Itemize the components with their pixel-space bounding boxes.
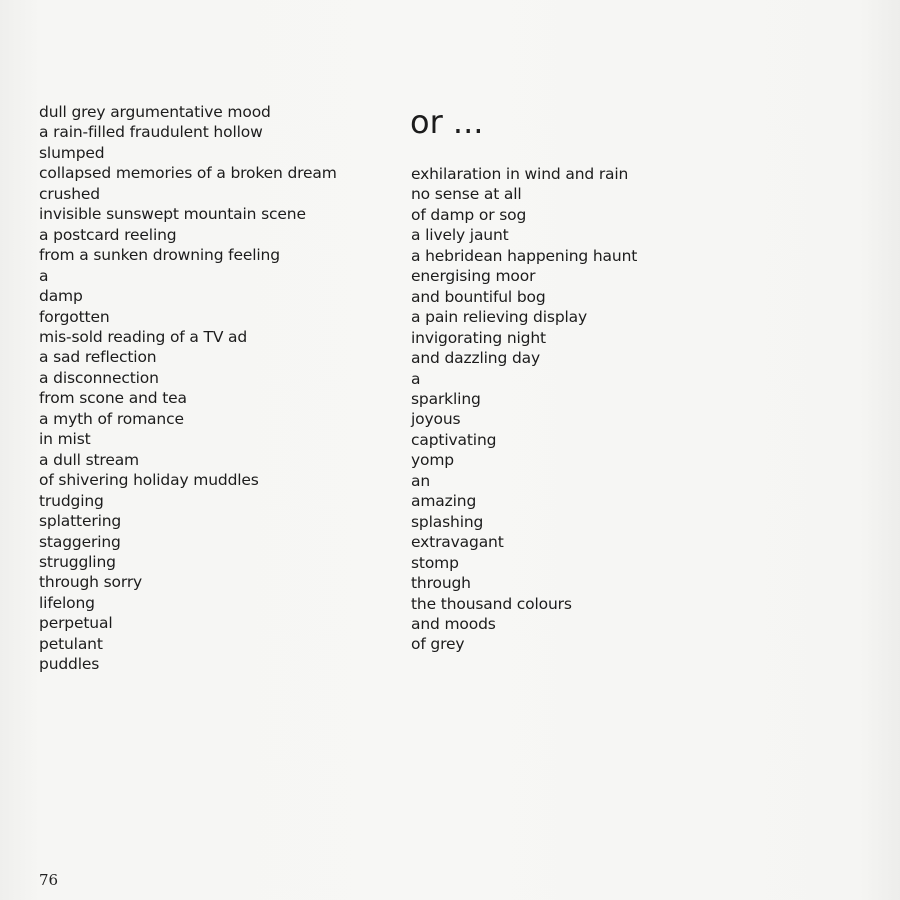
poem-line: exhilaration in wind and rain bbox=[411, 165, 629, 183]
poem-line: energising moor bbox=[411, 267, 536, 286]
poem-line: extravagant bbox=[411, 533, 504, 552]
poem-line: invigorating night bbox=[411, 328, 546, 347]
poem-line: a disconnection bbox=[39, 368, 159, 387]
poem-line: puddles bbox=[39, 655, 100, 674]
poem-line: of shivering holiday muddles bbox=[39, 471, 259, 490]
poem-line: of grey bbox=[411, 635, 465, 654]
poem-line: in mist bbox=[39, 430, 91, 449]
poem-line: through sorry bbox=[39, 573, 143, 592]
poem-line: splashing bbox=[411, 512, 484, 531]
poem-line: crushed bbox=[39, 184, 100, 203]
poem-line: lifelong bbox=[39, 593, 95, 612]
poem-line: and bountiful bog bbox=[411, 287, 546, 306]
poem-line: from a sunken drowning feeling bbox=[39, 246, 280, 265]
poem-line: from scone and tea bbox=[39, 389, 187, 408]
poem-line: trudging bbox=[39, 491, 104, 510]
poem-line: splattering bbox=[39, 512, 122, 531]
poem-line: a bbox=[39, 266, 49, 285]
poem-line: of damp or sog bbox=[411, 205, 527, 224]
poem-line: an bbox=[411, 471, 431, 490]
poem-line: amazing bbox=[411, 492, 477, 511]
poem-line: mis-sold reading of a TV ad bbox=[39, 327, 248, 346]
poem-line: yomp bbox=[411, 451, 454, 470]
poem-line: petulant bbox=[39, 634, 103, 653]
poem-line: a myth of romance bbox=[39, 409, 184, 428]
poem-line: a lively jaunt bbox=[411, 226, 509, 245]
poem-line: staggering bbox=[39, 532, 121, 551]
poem-line: captivating bbox=[411, 430, 497, 449]
poem-line: perpetual bbox=[39, 614, 113, 633]
poem-line: no sense at all bbox=[411, 185, 522, 204]
poem-line: the thousand colours bbox=[411, 594, 572, 613]
poem-line: joyous bbox=[411, 410, 461, 429]
poem-line: a rain-filled fraudulent hollow bbox=[39, 123, 263, 142]
poem-line: and moods bbox=[411, 614, 496, 633]
poem-line: a hebridean happening haunt bbox=[411, 246, 638, 265]
poem-line: a dull stream bbox=[39, 450, 139, 469]
right-column-heading: or ... bbox=[410, 103, 484, 141]
poem-line: through bbox=[411, 574, 471, 593]
right-poem-column bbox=[411, 164, 637, 655]
poem-line: a bbox=[411, 369, 421, 388]
poem-line: invisible sunswept mountain scene bbox=[39, 205, 306, 224]
poem-line: dull grey argumentative mood bbox=[39, 103, 271, 121]
poem-line: damp bbox=[39, 287, 83, 306]
left-poem-column bbox=[39, 102, 337, 675]
poem-line: a postcard reeling bbox=[39, 225, 177, 244]
poem-line: and dazzling day bbox=[411, 349, 541, 368]
poem-line: sparkling bbox=[411, 389, 481, 408]
poem-line: stomp bbox=[411, 553, 459, 572]
poem-line: struggling bbox=[39, 552, 116, 571]
poem-line: forgotten bbox=[39, 307, 110, 326]
poem-line: collapsed memories of a broken dream bbox=[39, 164, 337, 183]
page-number: 76 bbox=[39, 871, 59, 889]
poem-line: a pain relieving display bbox=[411, 308, 588, 327]
poem-line: a sad reflection bbox=[39, 348, 157, 367]
poem-line: slumped bbox=[39, 143, 105, 162]
